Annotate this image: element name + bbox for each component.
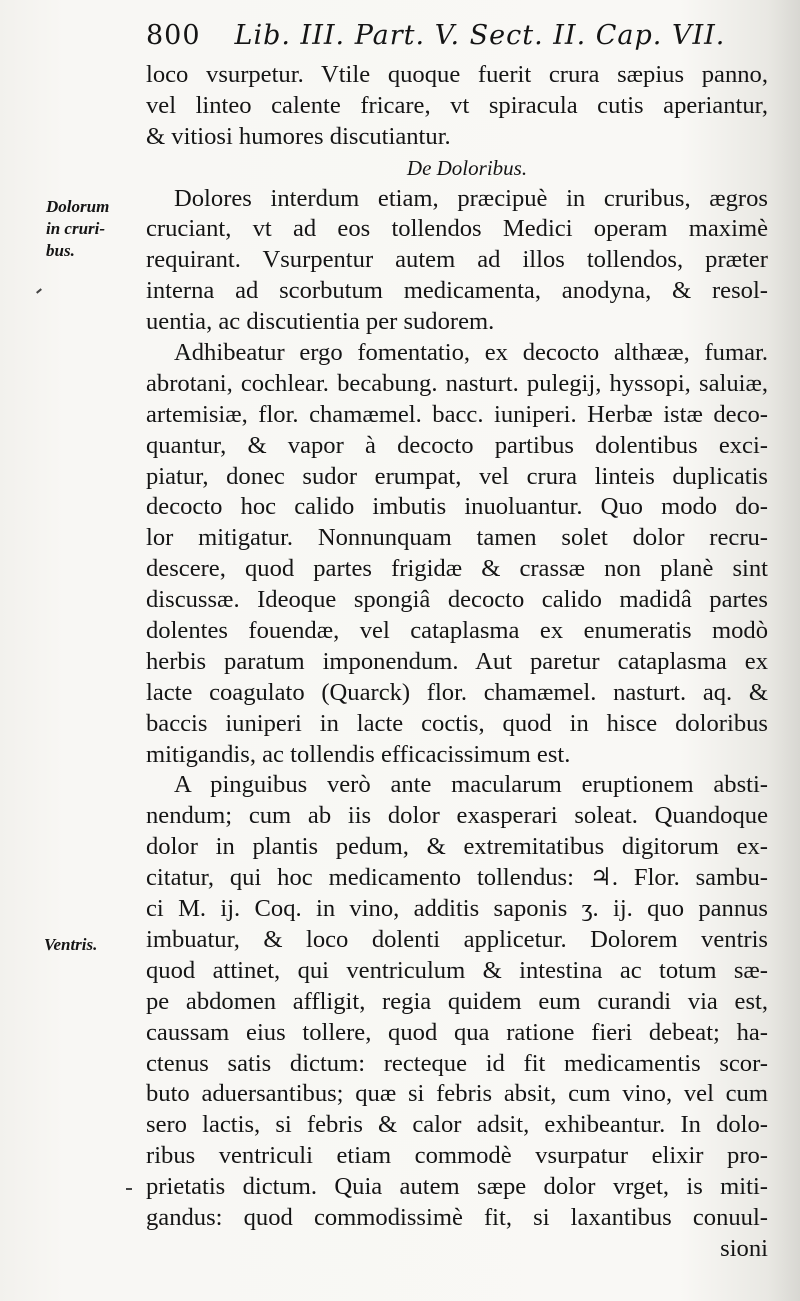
scan-speck bbox=[36, 288, 42, 293]
text-line: mitigandis, ac tollendis efficacissimum est. bbox=[146, 740, 571, 768]
text-line: quod attinet, qui ventriculum & intestina ac totum sæ- bbox=[146, 956, 768, 984]
text-line: baccis iuniperi in lacte coctis, quod in hisce doloribus bbox=[146, 709, 768, 737]
margin-note-line: bus. bbox=[46, 241, 75, 260]
text-line: Adhibeatur ergo fomentatio, ex decocto althææ, fumar. bbox=[174, 339, 768, 367]
text-line: dolentes fouendæ, vel cataplasma ex enumeratis modò bbox=[146, 617, 768, 645]
text-line: Dolores interdum etiam, præcipuè in cruribus, ægros bbox=[174, 184, 768, 212]
margin-note-dolorum bbox=[46, 196, 138, 262]
text-line: citatur, qui hoc medicamento tollendus: ♃. Flor. sambu- bbox=[146, 864, 768, 892]
text-line: pe abdomen affligit, regia quidem eum curandi via est, bbox=[146, 987, 768, 1015]
text-line: dolor in plantis pedum, & extremitatibus digitorum ex- bbox=[146, 833, 768, 861]
text-line: abrotani, cochlear. becabung. nasturt. pulegij, hyssopi, saluiæ, bbox=[146, 369, 768, 397]
text-line: lacte coagulato (Quarck) flor. chamæmel. nasturt. aq. & bbox=[146, 678, 768, 706]
running-title: Lib. III. Part. V. Sect. II. Cap. VII. bbox=[234, 20, 726, 51]
text-line: piatur, donec sudor erumpat, vel crura linteis duplicatis bbox=[146, 462, 768, 490]
margin-note-ventris: Ventris. bbox=[44, 935, 98, 954]
text-line: buto aduersantibus; quæ si febris absit, cum vino, vel cum bbox=[146, 1080, 768, 1108]
text-line: artemisiæ, flor. chamæmel. bacc. iuniperi. Herbæ istæ deco- bbox=[146, 400, 768, 428]
page-number: 800 bbox=[146, 20, 201, 51]
body-text bbox=[146, 60, 768, 1265]
text-line: requirant. Vsurpentur autem ad illos tollendos, præter bbox=[146, 246, 768, 274]
catchword: sioni bbox=[720, 1234, 768, 1262]
scan-speck bbox=[126, 1188, 132, 1190]
margin-note-line: in cruri- bbox=[46, 219, 106, 238]
text-line: A pinguibus verò ante macularum eruptionem absti- bbox=[174, 771, 768, 799]
text-line: caussam eius tollere, quod qua ratione fieri debeat; ha- bbox=[146, 1018, 768, 1046]
text-line: lor mitigatur. Nonnunquam tamen solet dolor recru- bbox=[146, 524, 768, 552]
text-line: cruciant, vt ad eos tollendos Medici operam maximè bbox=[146, 215, 768, 243]
text-line: discussæ. Ideoque spongiâ decocto calido madidâ partes bbox=[146, 586, 768, 614]
text-line: ribus ventriculi etiam commodè vsurpatur elixir pro- bbox=[146, 1142, 768, 1170]
text-line: loco vsurpetur. Vtile quoque fuerit crura sæpius panno, bbox=[146, 61, 768, 88]
text-line: uentia, ac discutientia per sudorem. bbox=[146, 308, 495, 336]
running-head bbox=[146, 20, 746, 51]
text-line: interna ad scorbutum medicamenta, anodyna, & resol- bbox=[146, 277, 768, 305]
text-line: descere, quod partes frigidæ & crassæ non planè sint bbox=[146, 555, 768, 583]
text-line: imbuatur, & loco dolenti applicetur. Dolorem ventris bbox=[146, 925, 768, 953]
text-line: quantur, & vapor à decocto partibus dolentibus exci- bbox=[146, 431, 768, 459]
text-line: herbis paratum imponendum. Aut paretur cataplasma ex bbox=[146, 647, 768, 675]
text-line: ctenus satis dictum: recteque id fit medicamentis scor- bbox=[146, 1049, 768, 1077]
text-line: nendum; cum ab iis dolor exasperari soleat. Quandoque bbox=[146, 802, 768, 830]
text-line: gandus: quod commodissimè fit, si laxantibus conuul- bbox=[146, 1203, 768, 1231]
text-line: decocto hoc calido imbutis inuoluantur. Quo modo do- bbox=[146, 493, 768, 521]
section-heading: De Doloribus. bbox=[406, 155, 528, 180]
text-line: vel linteo calente fricare, vt spiracula cutis aperiantur, bbox=[146, 91, 768, 119]
text-line: sero lactis, si febris & calor adsit, exhibeantur. In dolo- bbox=[146, 1111, 768, 1139]
text-line: prietatis dictum. Quia autem sæpe dolor vrget, is miti- bbox=[146, 1173, 768, 1201]
text-line: & vitiosi humores discutiantur. bbox=[146, 122, 451, 150]
margin-note-line: Dolorum bbox=[46, 197, 110, 216]
text-line: ci M. ij. Coq. in vino, additis saponis ʒ. ij. quo pannus bbox=[146, 895, 768, 923]
